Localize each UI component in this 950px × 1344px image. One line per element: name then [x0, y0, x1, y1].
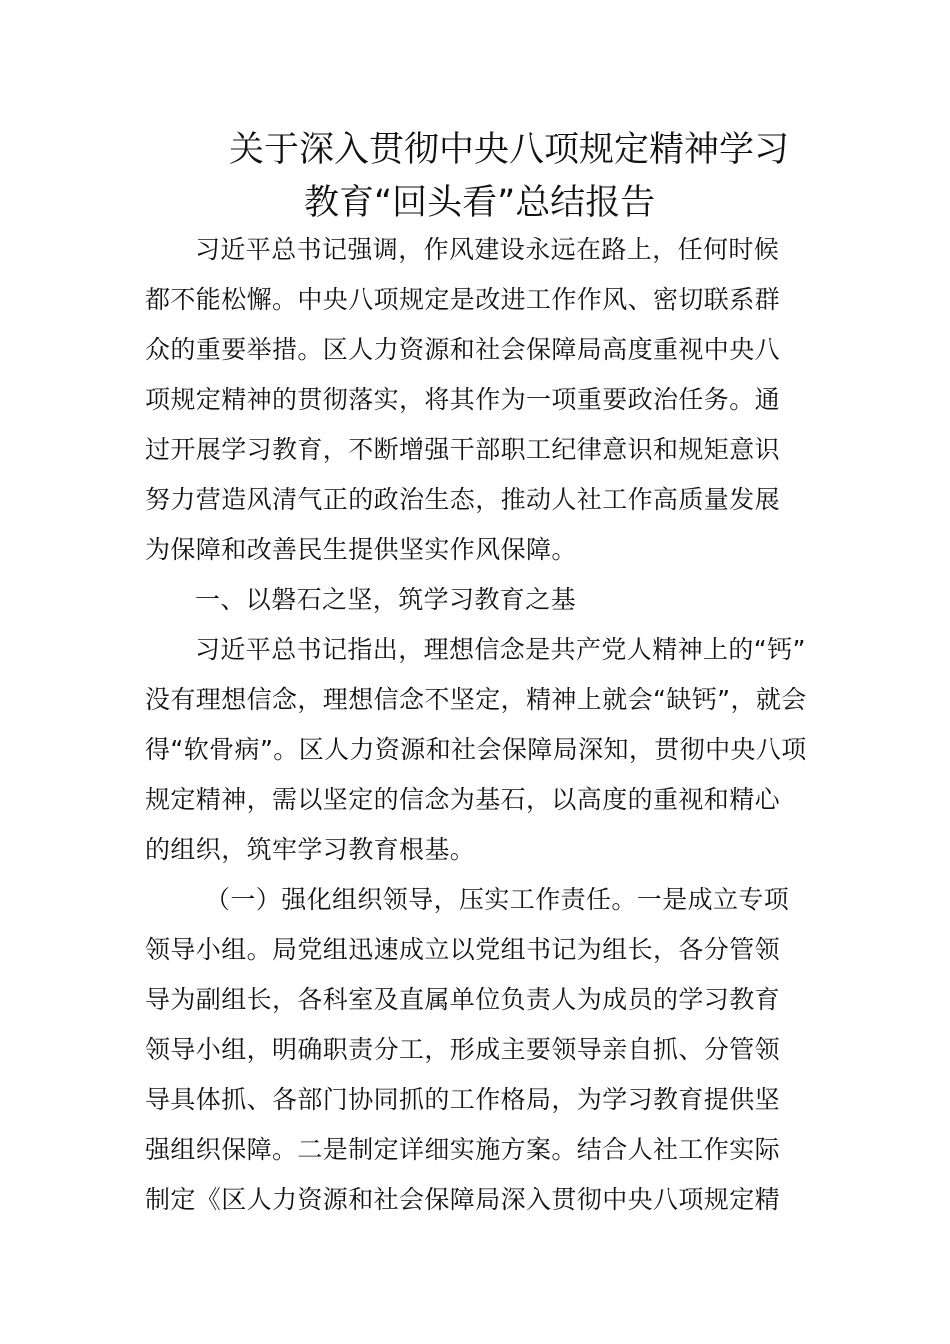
paragraph-line: 过开展学习教育，不断增强干部职工纪律意识和规矩意识 [145, 435, 781, 464]
paragraph-line: 习近平总书记强调，作风建设永远在路上，任何时候 [195, 235, 780, 264]
paragraph-line: 强组织保障。二是制定详细实施方案。结合人社工作实际 [145, 1135, 781, 1164]
paragraph-line: 习近平总书记指出，理想信念是共产党人精神上的“钙” [195, 635, 806, 664]
document-title-line-1: 关于深入贯彻中央八项规定精神学习 [229, 130, 790, 170]
paragraph-line: 导具体抓、各部门协同抓的工作格局，为学习教育提供坚 [145, 1085, 781, 1114]
paragraph-line: 为保障和改善民生提供坚实作风保障。 [145, 535, 577, 564]
paragraph-line: 项规定精神的贯彻落实，将其作为一项重要政治任务。通 [145, 385, 781, 414]
document-title-line-2: 教育“回头看”总结报告 [304, 183, 656, 223]
paragraph-line: 制定《区人力资源和社会保障局深入贯彻中央八项规定精 [145, 1185, 781, 1214]
paragraph-line: 领导小组。局党组迅速成立以党组书记为组长，各分管领 [145, 935, 781, 964]
subsection-line: （一）强化组织领导，压实工作责任。一是成立专项 [205, 885, 790, 914]
paragraph-line: 规定精神，需以坚定的信念为基石，以高度的重视和精心 [145, 785, 781, 814]
paragraph-line: 众的重要举措。区人力资源和社会保障局高度重视中央八 [145, 335, 781, 364]
section-heading: 一、以磐石之坚，筑学习教育之基 [195, 585, 577, 614]
paragraph-line: 得“软骨病”。区人力资源和社会保障局深知，贯彻中央八项 [145, 735, 807, 764]
paragraph-line: 导为副组长，各科室及直属单位负责人为成员的学习教育 [145, 985, 781, 1014]
paragraph-line: 没有理想信念，理想信念不坚定，精神上就会“缺钙”，就会 [145, 685, 807, 714]
paragraph-line: 的组织，筑牢学习教育根基。 [145, 835, 476, 864]
paragraph-line: 努力营造风清气正的政治生态，推动人社工作高质量发展 [145, 485, 781, 514]
paragraph-line: 领导小组，明确职责分工，形成主要领导亲自抓、分管领 [145, 1035, 781, 1064]
paragraph-line: 都不能松懈。中央八项规定是改进工作作风、密切联系群 [145, 285, 781, 314]
